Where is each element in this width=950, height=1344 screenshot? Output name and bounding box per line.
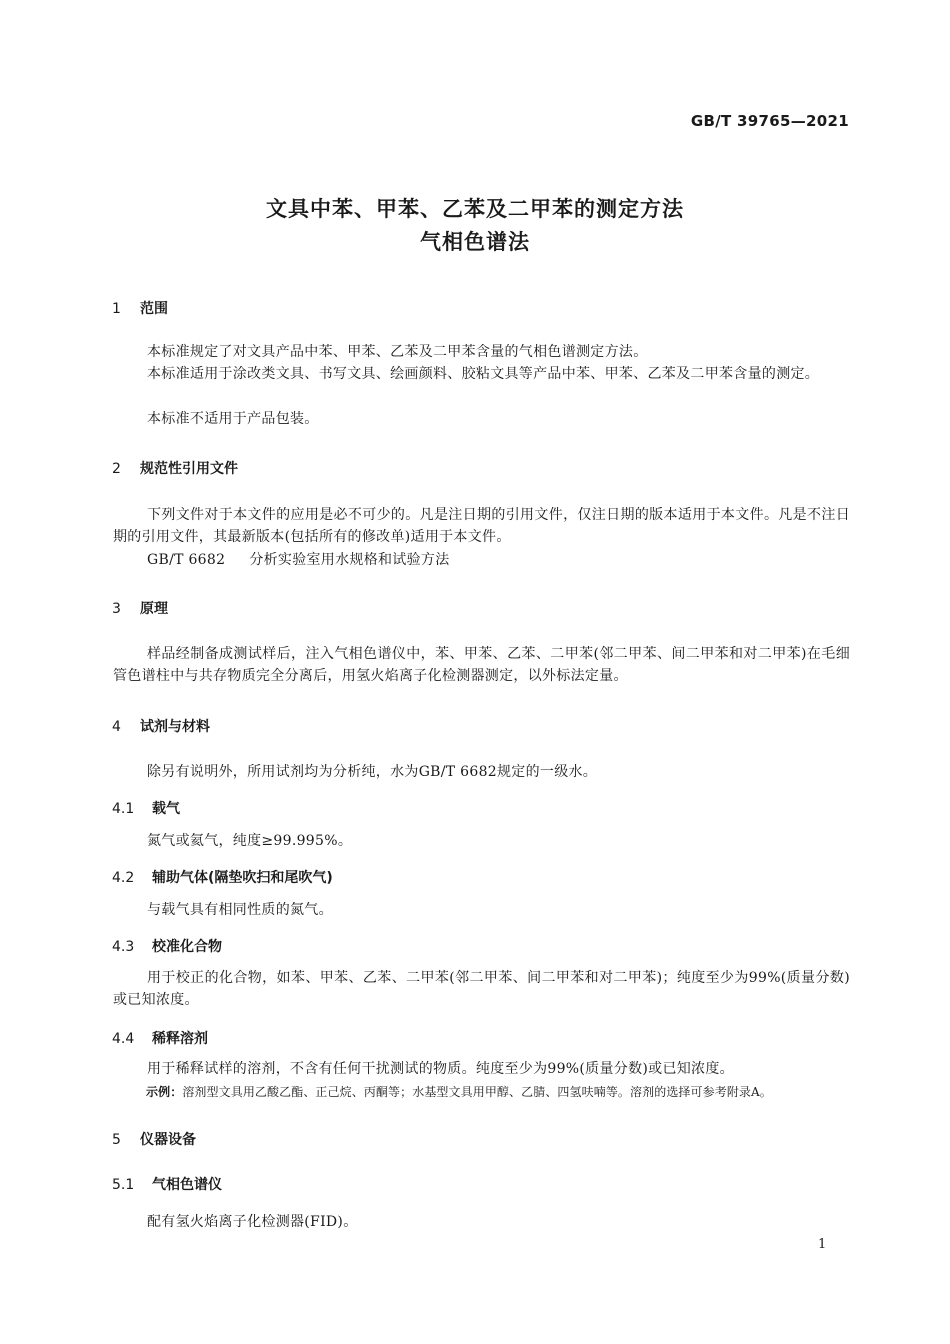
section-number: 4.3 — [112, 939, 135, 955]
section-number: 3 — [112, 601, 121, 617]
section-title: 试剂与材料 — [140, 719, 210, 735]
section-number: 2 — [112, 461, 121, 477]
section-4-4-heading — [112, 1028, 208, 1048]
example-note — [146, 1083, 772, 1100]
section-2-paragraph-1: 下列文件对于本文件的应用是必不可少的。凡是注日期的引用文件，仅注日期的版本适用于本文件。凡是不注日期的引用文件，其最新版本(包括所有的修改单)适用于本文件。 — [113, 507, 850, 545]
section-1-paragraph-2: 本标准适用于涂改类文具、书写文具、绘画颜料、胶粘文具等产品中苯、甲苯、乙苯及二甲苯含量的测定。 — [147, 366, 820, 382]
section-title: 校准化合物 — [152, 939, 222, 955]
section-title: 范围 — [140, 301, 168, 317]
section-number: 5 — [112, 1132, 121, 1148]
section-number: 5.1 — [112, 1177, 135, 1193]
section-title: 辅助气体(隔垫吹扫和尾吹气) — [152, 870, 333, 886]
section-number: 4.1 — [112, 801, 135, 817]
standard-code: GB/T 39765—2021 — [690, 112, 849, 130]
example-label: 示例： — [146, 1085, 183, 1099]
section-4-1-paragraph: 氮气或氦气，纯度≥99.995%。 — [147, 833, 353, 849]
document-subtitle: 气相色谱法 — [420, 230, 530, 254]
section-title: 稀释溶剂 — [152, 1031, 208, 1047]
section-title: 载气 — [152, 801, 180, 817]
section-4-3-paragraph: 用于校正的化合物，如苯、甲苯、乙苯、二甲苯(邻二甲苯、间二甲苯和对二甲苯)；纯度至少为99%(质量分数)或已知浓度。 — [113, 970, 850, 1008]
section-4-2-heading — [112, 867, 333, 887]
reference-title: 分析实验室用水规格和试验方法 — [249, 552, 450, 568]
section-2-heading — [112, 458, 238, 478]
section-5-1-heading — [112, 1174, 222, 1194]
document-title: 文具中苯、甲苯、乙苯及二甲苯的测定方法 — [266, 197, 684, 221]
reference-code: GB/T 6682 — [147, 552, 226, 568]
section-title: 气相色谱仪 — [152, 1177, 222, 1193]
section-number: 1 — [112, 301, 121, 317]
section-5-heading — [112, 1129, 196, 1149]
section-number: 4 — [112, 719, 121, 735]
section-4-1-heading — [112, 798, 180, 818]
section-title: 仪器设备 — [140, 1132, 196, 1148]
section-number: 4.2 — [112, 870, 135, 886]
section-1-heading — [112, 298, 168, 318]
section-1-paragraph-1: 本标准规定了对文具产品中苯、甲苯、乙苯及二甲苯含量的气相色谱测定方法。 — [147, 344, 648, 360]
section-4-2-paragraph: 与载气具有相同性质的氮气。 — [147, 902, 333, 918]
section-title: 原理 — [140, 601, 168, 617]
section-1-paragraph-3: 本标准不适用于产品包装。 — [147, 411, 319, 427]
page-number: 1 — [818, 1237, 827, 1252]
section-4-paragraph-1: 除另有说明外，所用试剂均为分析纯，水为GB/T 6682规定的一级水。 — [147, 764, 598, 780]
section-title: 规范性引用文件 — [140, 461, 238, 477]
section-4-heading — [112, 716, 210, 736]
normative-reference — [113, 549, 850, 571]
section-4-4-paragraph: 用于稀释试样的溶剂，不含有任何干扰测试的物质。纯度至少为99%(质量分数)或已知浓度。 — [147, 1061, 734, 1077]
section-3-paragraph-1: 样品经制备成测试样后，注入气相色谱仪中，苯、甲苯、乙苯、二甲苯(邻二甲苯、间二甲苯和对二甲苯)在毛细管色谱柱中与共存物质完全分离后，用氢火焰离子化检测器测定，以外标法定量。 — [113, 646, 850, 684]
example-text: 溶剂型文具用乙酸乙酯、正己烷、丙酮等；水基型文具用甲醇、乙腈、四氢呋喃等。溶剂的选择可参考附录A。 — [182, 1085, 772, 1099]
section-5-1-paragraph: 配有氢火焰离子化检测器(FID)。 — [147, 1214, 358, 1230]
section-4-3-heading — [112, 936, 222, 956]
section-number: 4.4 — [112, 1031, 135, 1047]
section-3-heading — [112, 598, 168, 618]
